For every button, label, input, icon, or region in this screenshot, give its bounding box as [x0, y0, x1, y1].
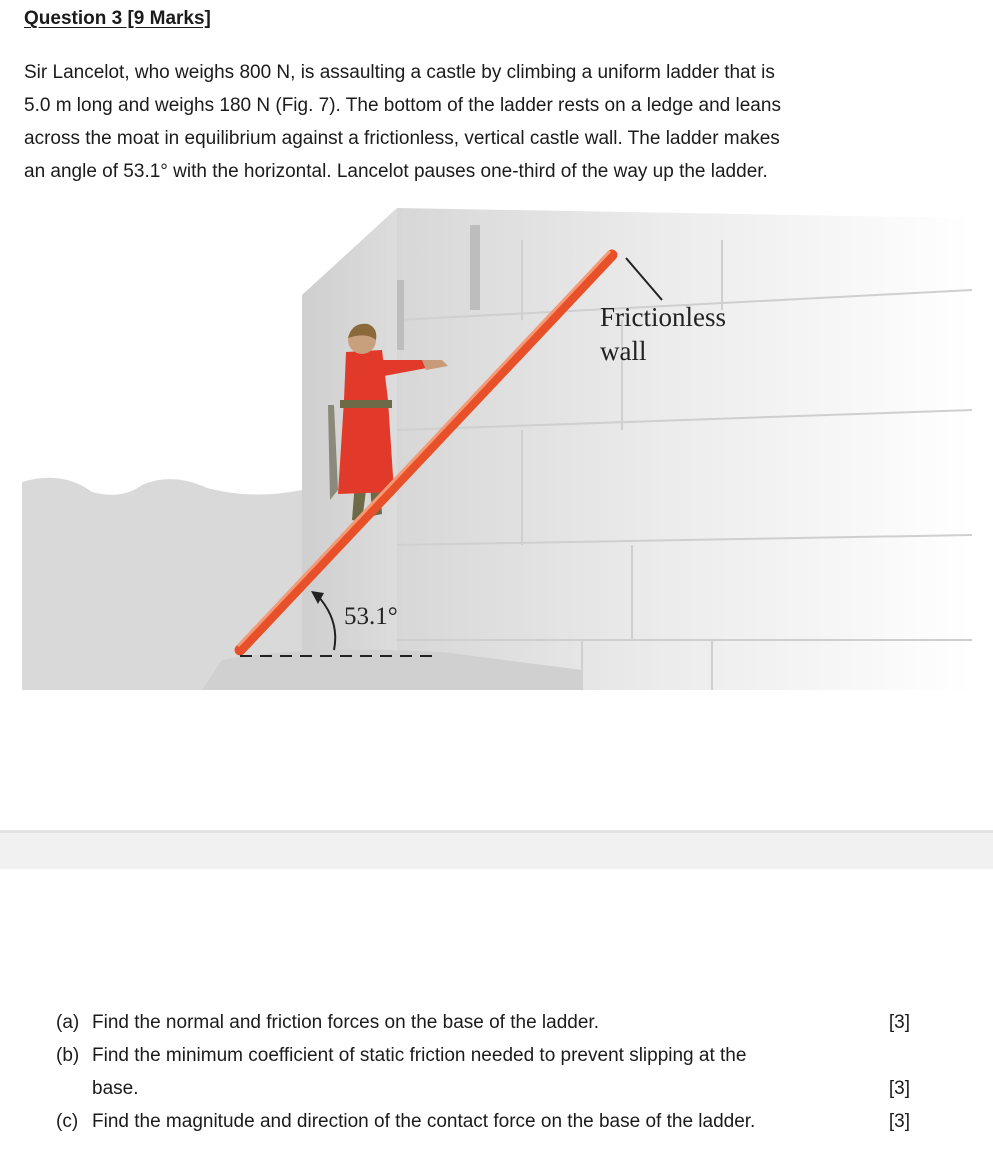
- arrow-slit: [470, 225, 480, 310]
- frictionless-wall-label: Frictionless: [600, 302, 726, 332]
- question-parts: [56, 1006, 916, 1138]
- part-text: Find the magnitude and direction of the contact force on the base of the ladder.: [92, 1111, 756, 1132]
- arrow-slit: [397, 280, 404, 350]
- part-c: [56, 1105, 916, 1138]
- ladder-figure: [22, 200, 972, 695]
- frictionless-wall-label: wall: [600, 336, 647, 366]
- part-b-continued: [56, 1072, 916, 1105]
- page-separator: [0, 830, 993, 869]
- castle-front-wall: [397, 208, 972, 690]
- part-marks: [3]: [888, 1078, 910, 1099]
- part-text: Find the minimum coefficient of static friction needed to prevent slipping at the: [92, 1045, 747, 1066]
- part-text: base.: [92, 1078, 139, 1099]
- part-label: (b): [56, 1045, 80, 1066]
- body-line: an angle of 53.1° with the horizontal. Lancelot pauses one-third of the way up the ladder.: [24, 161, 768, 182]
- lancelot-belt: [340, 400, 392, 408]
- body-line: Sir Lancelot, who weighs 800 N, is assaulting a castle by climbing a uniform ladder that is: [24, 62, 775, 83]
- question-title: Question 3 [9 Marks]: [24, 8, 211, 29]
- ladder-figure-svg: [22, 200, 972, 695]
- body-line: 5.0 m long and weighs 180 N (Fig. 7). The bottom of the ladder rests on a ledge and leans: [24, 95, 781, 116]
- part-label: (c): [56, 1111, 79, 1132]
- part-b: [56, 1039, 916, 1072]
- question-body: [24, 56, 964, 188]
- angle-label: 53.1°: [344, 603, 398, 630]
- part-text: Find the normal and friction forces on the base of the ladder.: [92, 1012, 599, 1033]
- body-line: across the moat in equilibrium against a frictionless, vertical castle wall. The ladder makes: [24, 128, 780, 149]
- part-a: [56, 1006, 916, 1039]
- part-marks: [3]: [888, 1111, 910, 1132]
- part-marks: [3]: [888, 1012, 910, 1033]
- part-label: (a): [56, 1012, 80, 1033]
